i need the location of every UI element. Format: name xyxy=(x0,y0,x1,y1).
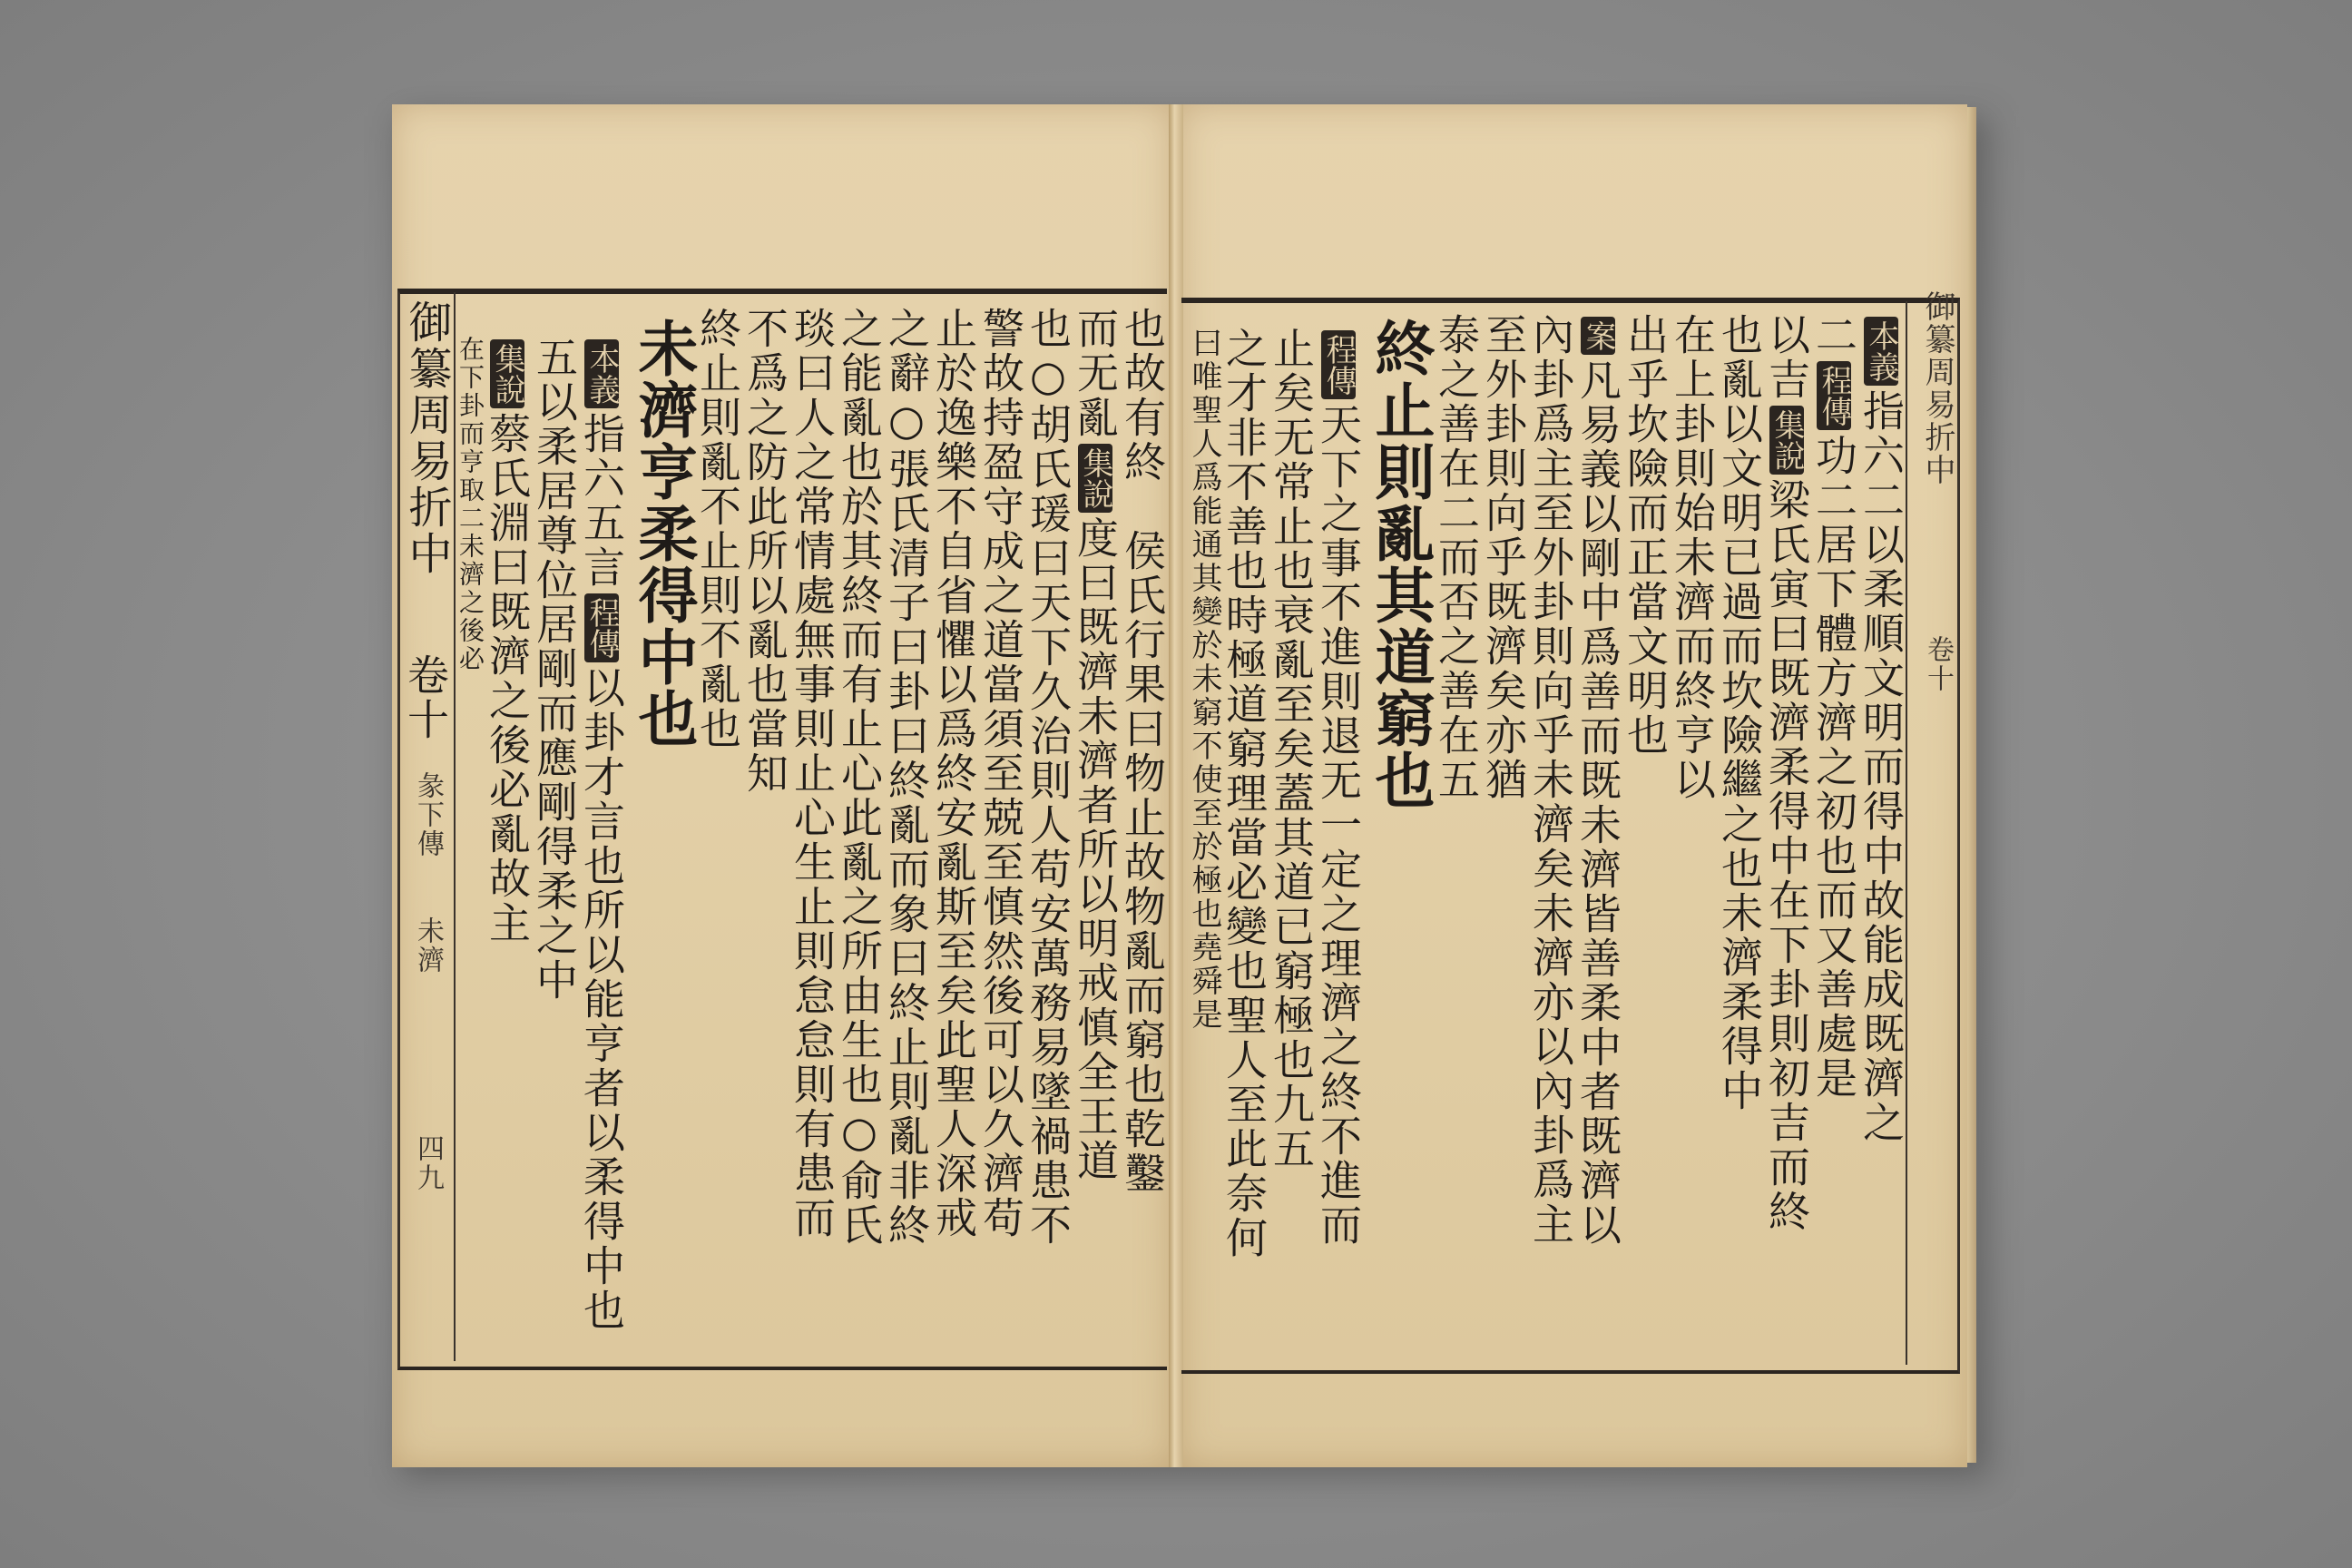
text-column: 以吉集說梁氏寅曰既濟柔得中在下卦則初吉而終 xyxy=(1762,313,1811,1234)
text-column: 而无亂集說度曰既濟未濟者所以明戒慎全王道 xyxy=(1071,307,1120,1183)
text-column: 之才非不善也時極道窮理當必變也聖人至此奈何 xyxy=(1220,327,1269,1260)
main-text-heading: 終止則亂其道窮也 xyxy=(1365,318,1436,811)
text-column: 也故有終 侯氏行果曰物止故物亂而窮也乾鑿 xyxy=(1118,307,1167,1196)
text-column: 止矣无常止也衰亂至矣蓋其道已窮極也九五 xyxy=(1267,327,1316,1171)
text-column: 內卦爲主至外卦則向乎未濟矣未濟亦以內卦爲主 xyxy=(1526,313,1575,1247)
main-text-heading: 未濟亨柔得中也 xyxy=(628,318,699,750)
commentary-badge: 程傳 xyxy=(1321,330,1356,399)
text-column: 也亂以文明已過而坎險繼之也未濟柔得中 xyxy=(1715,313,1764,1113)
text-column: 之辭○張氏清子曰卦曰終亂而象曰終止則亂非終 xyxy=(882,307,931,1248)
text-column: 止於逸樂不自省懼以爲終安亂斯至矣此聖人深戒 xyxy=(929,307,978,1240)
text-column: 泰之善在二而否之善在五 xyxy=(1432,313,1481,802)
text-column: 曰唯聖人爲能通其變於未窮不使至於極也堯舜是 xyxy=(1186,327,1222,1032)
hexagram-label: 未濟 xyxy=(412,916,444,975)
text-column: 也○胡氏瑗曰天下久治則人苟安萬務易墜禍患不 xyxy=(1024,307,1073,1248)
right-margin-rule xyxy=(1906,301,1907,1365)
text-column: 五以柔居尊位居剛而應剛得柔之中 xyxy=(530,336,579,1003)
commentary-badge: 程傳 xyxy=(1817,361,1851,430)
text-column: 不爲之防此所以亂也當知 xyxy=(740,307,789,796)
text-column: 終止則亂不止則不亂也 xyxy=(693,307,742,751)
commentary-badge: 本義 xyxy=(584,339,619,408)
text-column: 至外卦則向乎既濟矣亦猶 xyxy=(1479,313,1528,802)
text-column: 琰曰人之常情處無事則止心生止則怠怠則有患而 xyxy=(788,307,837,1240)
text-column: 在上卦則始未濟而終亨以 xyxy=(1668,313,1717,802)
text-column: 警故持盈守成之道當須至兢至慎然後可以久濟苟 xyxy=(976,307,1025,1240)
commentary-badge: 集說 xyxy=(1769,406,1804,475)
commentary-badge: 程傳 xyxy=(584,593,619,662)
page-number: 四九 xyxy=(412,1134,444,1192)
text-column: 在下卦而亨取二未濟之後必 xyxy=(456,336,485,673)
text-column: 集說蔡氏淵曰既濟之後必亂故主 xyxy=(483,336,528,1352)
text-column: 出乎坎險而正當文明也 xyxy=(1621,313,1670,758)
section-label: 彖下傳 xyxy=(412,771,444,858)
text-column: 本義指六二以柔順文明而得中故能成既濟之 xyxy=(1857,313,1902,1357)
text-column: 之能亂也於其終而有止心此亂之所由生也○俞氏 xyxy=(835,307,884,1248)
text-column: 本義指六五言程傳以卦才言也所以能亨者以柔得中也 xyxy=(577,336,622,1352)
text-column: 程傳天下之事不進則退无一定之理濟之終不進而 xyxy=(1314,327,1359,1352)
commentary-badge: 集說 xyxy=(1078,444,1112,513)
book-title: 御纂周易折中 xyxy=(401,299,452,577)
commentary-badge: 集說 xyxy=(490,339,524,408)
text-column: 二程傳功二居下體方濟之初也而又善處是 xyxy=(1809,313,1858,1101)
volume-label: 卷十 xyxy=(401,653,450,742)
book-title: 御纂周易折中 xyxy=(1919,290,1955,486)
text-column: 案凡易義以剛中爲善而既未濟皆善柔中者既濟以 xyxy=(1573,313,1619,1357)
page-edge xyxy=(1967,107,1976,1463)
volume-label: 卷十 xyxy=(1922,635,1954,693)
commentary-badge: 案 xyxy=(1581,317,1615,355)
commentary-badge: 本義 xyxy=(1864,317,1898,386)
